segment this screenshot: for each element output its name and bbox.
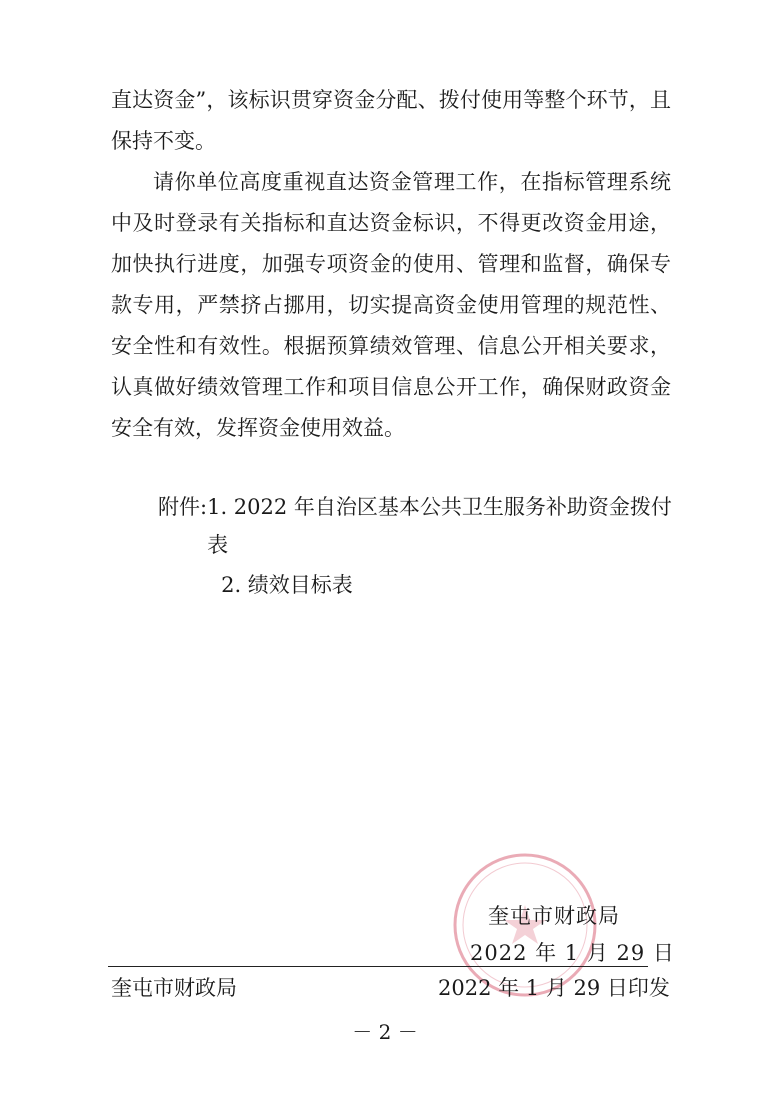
signature-org: 奎屯市财政局: [488, 904, 620, 928]
body-paragraph-2: 请你单位高度重视直达资金管理工作，在指标管理系统中及时登录有关指标和直达资金标识，不得更改资金用途，加快执行进度，加强专项资金的使用、管理和监督，确保专款专用，严禁挤占挪用，切实提高资金使用管理的规范性、安全性和有效性。根据预算绩效管理、信息公开相关要求，认真做好绩效管理工作和项目信息公开工作，确保财政资金安全有效，发挥资金使用效益。: [111, 170, 671, 440]
footer-print-date: 2022 年 1 月 29 日印发: [438, 976, 670, 1000]
attachments-label: 附件:: [158, 495, 208, 519]
attachments-block: [158, 488, 678, 604]
body-paragraph-1: 直达资金”，该标识贯穿资金分配、拨付使用等整个环节，且保持不变。: [111, 88, 671, 153]
footer-divider: [108, 966, 648, 967]
footer-org: 奎屯市财政局: [111, 976, 237, 1000]
page-number: － 2 －: [352, 1020, 418, 1044]
attachment-item-1: 1. 2022 年自治区基本公共卫生服务补助资金拨付表: [207, 495, 672, 557]
attachment-item-2: 2. 绩效目标表: [221, 573, 353, 597]
signature-date: 2022 年 1 月 29 日: [470, 941, 675, 965]
